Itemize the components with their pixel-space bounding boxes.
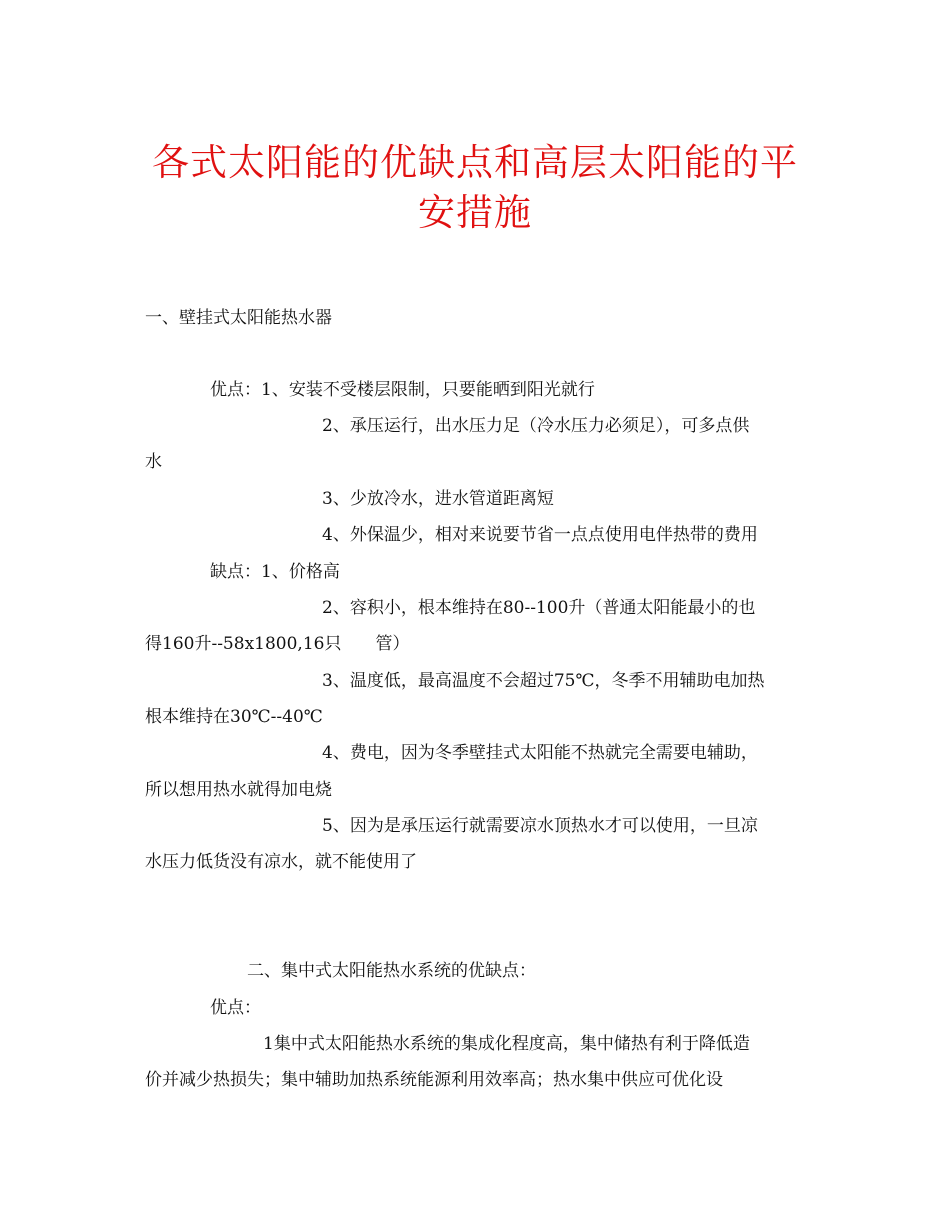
section-2-advantages-item-1-line-1: 1集中式太阳能热水系统的集成化程度高，集中储热有利于降低造 xyxy=(263,1034,750,1054)
section-2-advantages-label: 优点： xyxy=(210,998,261,1018)
section-2-heading: 二、集中式太阳能热水系统的优缺点： xyxy=(247,961,536,981)
section-1-heading: 一、壁挂式太阳能热水器 xyxy=(145,308,332,328)
advantages-item-1: 优点：1、安装不受楼层限制，只要能晒到阳光就行 xyxy=(210,380,595,400)
disadvantages-item-2-line-1: 2、容积小，根本维持在80--100升（普通太阳能最小的也 xyxy=(322,598,756,618)
disadvantages-item-4-line-2: 所以想用热水就得加电烧 xyxy=(145,780,332,800)
disadvantages-item-5-line-1: 5、因为是承压运行就需要凉水顶热水才可以使用，一旦凉 xyxy=(322,816,758,836)
advantages-item-4: 4、外保温少，相对来说要节省一点点使用电伴热带的费用 xyxy=(322,525,758,545)
advantages-item-2-line-2: 水 xyxy=(145,452,162,472)
disadvantages-item-3-line-2: 根本维持在30℃--40℃ xyxy=(145,707,323,727)
document-title-line-1: 各式太阳能的优缺点和高层太阳能的平 xyxy=(152,141,798,184)
disadvantages-item-5-line-2: 水压力低货没有凉水，就不能使用了 xyxy=(145,852,417,872)
advantages-item-3: 3、少放冷水，进水管道距离短 xyxy=(322,489,554,509)
disadvantages-item-2-line-2: 得160升--58x1800,16只 管） xyxy=(145,634,410,654)
advantages-item-2-line-1: 2、承压运行，出水压力足（冷水压力必须足），可多点供 xyxy=(322,416,750,436)
disadvantages-item-1: 缺点：1、价格高 xyxy=(210,562,340,582)
disadvantages-item-3-line-1: 3、温度低，最高温度不会超过75℃，冬季不用辅助电加热 xyxy=(322,671,765,691)
disadvantages-item-4-line-1: 4、费电，因为冬季壁挂式太阳能不热就完全需要电辅助， xyxy=(322,743,758,763)
section-2-advantages-item-1-line-2: 价并减少热损失；集中辅助加热系统能源利用效率高；热水集中供应可优化设 xyxy=(145,1070,723,1090)
document-title-line-2: 安措施 xyxy=(418,191,532,234)
